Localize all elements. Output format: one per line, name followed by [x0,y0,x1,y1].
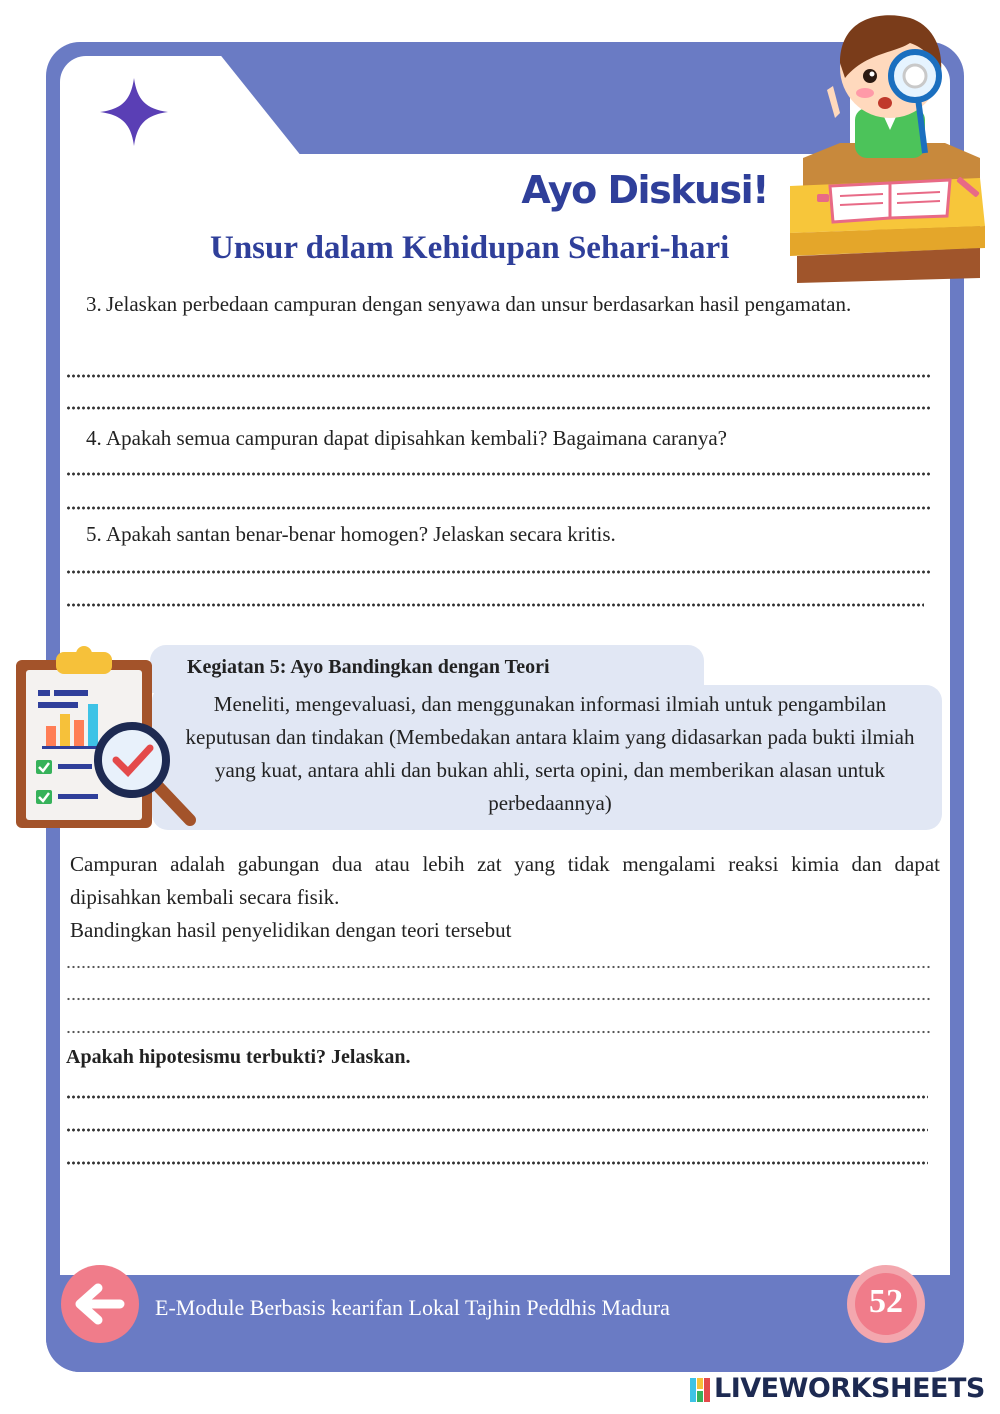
theory-instruction: Bandingkan hasil penyelidikan dengan teori tersebut [70,918,512,942]
clipboard-checklist-icon [12,644,202,832]
answer-line[interactable] [66,373,932,379]
sparkle-star-icon [100,78,168,146]
question-number: 5. [86,522,102,546]
question-text: Apakah santan benar-benar homogen? Jelaskan secara kritis. [106,522,616,546]
sheet-bottom-curve [60,1150,820,1275]
answer-line[interactable] [66,1094,928,1100]
answer-line[interactable] [66,996,932,1002]
answer-line[interactable] [66,964,932,970]
answer-line[interactable] [66,505,932,511]
question-text: Jelaskan perbedaan campuran dengan senyawa dan unsur berdasarkan hasil pengamatan. [106,292,852,316]
answer-line[interactable] [66,1029,932,1035]
section-title: Ayo Diskusi! [521,168,768,212]
activity-title: Kegiatan 5: Ayo Bandingkan dengan Teori [187,656,550,678]
answer-line[interactable] [66,471,932,477]
question-text: Apakah semua campuran dapat dipisahkan kembali? Bagaimana caranya? [106,426,727,450]
watermark-text: LIVEWORKSHEETS [714,1373,985,1404]
answer-line[interactable] [66,1127,928,1133]
question-5 [86,518,936,551]
question-3 [86,288,936,321]
page-number-badge [846,1264,926,1344]
answer-line[interactable] [66,1160,928,1166]
answer-line[interactable] [66,602,924,608]
answer-line[interactable] [66,405,932,411]
activity-description: Meneliti, mengevaluasi, dan menggunakan informasi ilmiah untuk pengambilan keputusan dan tindakan (Membedakan antara klaim yang didasarkan pada bukti ilmiah yang kuat, antara ahli dan bukan ahli, serta opini, dan memberikan alasan untuk perbedaannya) [185,692,915,815]
footer-band [46,1275,964,1372]
back-arrow-button[interactable] [60,1264,140,1344]
question-number: 3. [86,292,102,316]
boy-magnifier-illustration [785,8,995,283]
footer-module-title: E-Module Berbasis kearifan Lokal Tajhin Peddhis Madura [155,1295,670,1320]
hypothesis-question: Apakah hipotesismu terbukti? Jelaskan. [66,1046,411,1068]
question-number: 4. [86,426,102,450]
liveworksheets-watermark[interactable] [690,1373,985,1404]
answer-line[interactable] [66,569,932,575]
theory-text: Campuran adalah gabungan dua atau lebih zat yang tidak mengalami reaksi kimia dan dapat dipisahkan kembali secara fisik. [70,852,940,909]
question-4 [86,422,936,455]
page-number: 52 [869,1283,903,1320]
header-band [210,42,850,154]
page-subtitle: Unsur dalam Kehidupan Sehari-hari [210,230,730,266]
